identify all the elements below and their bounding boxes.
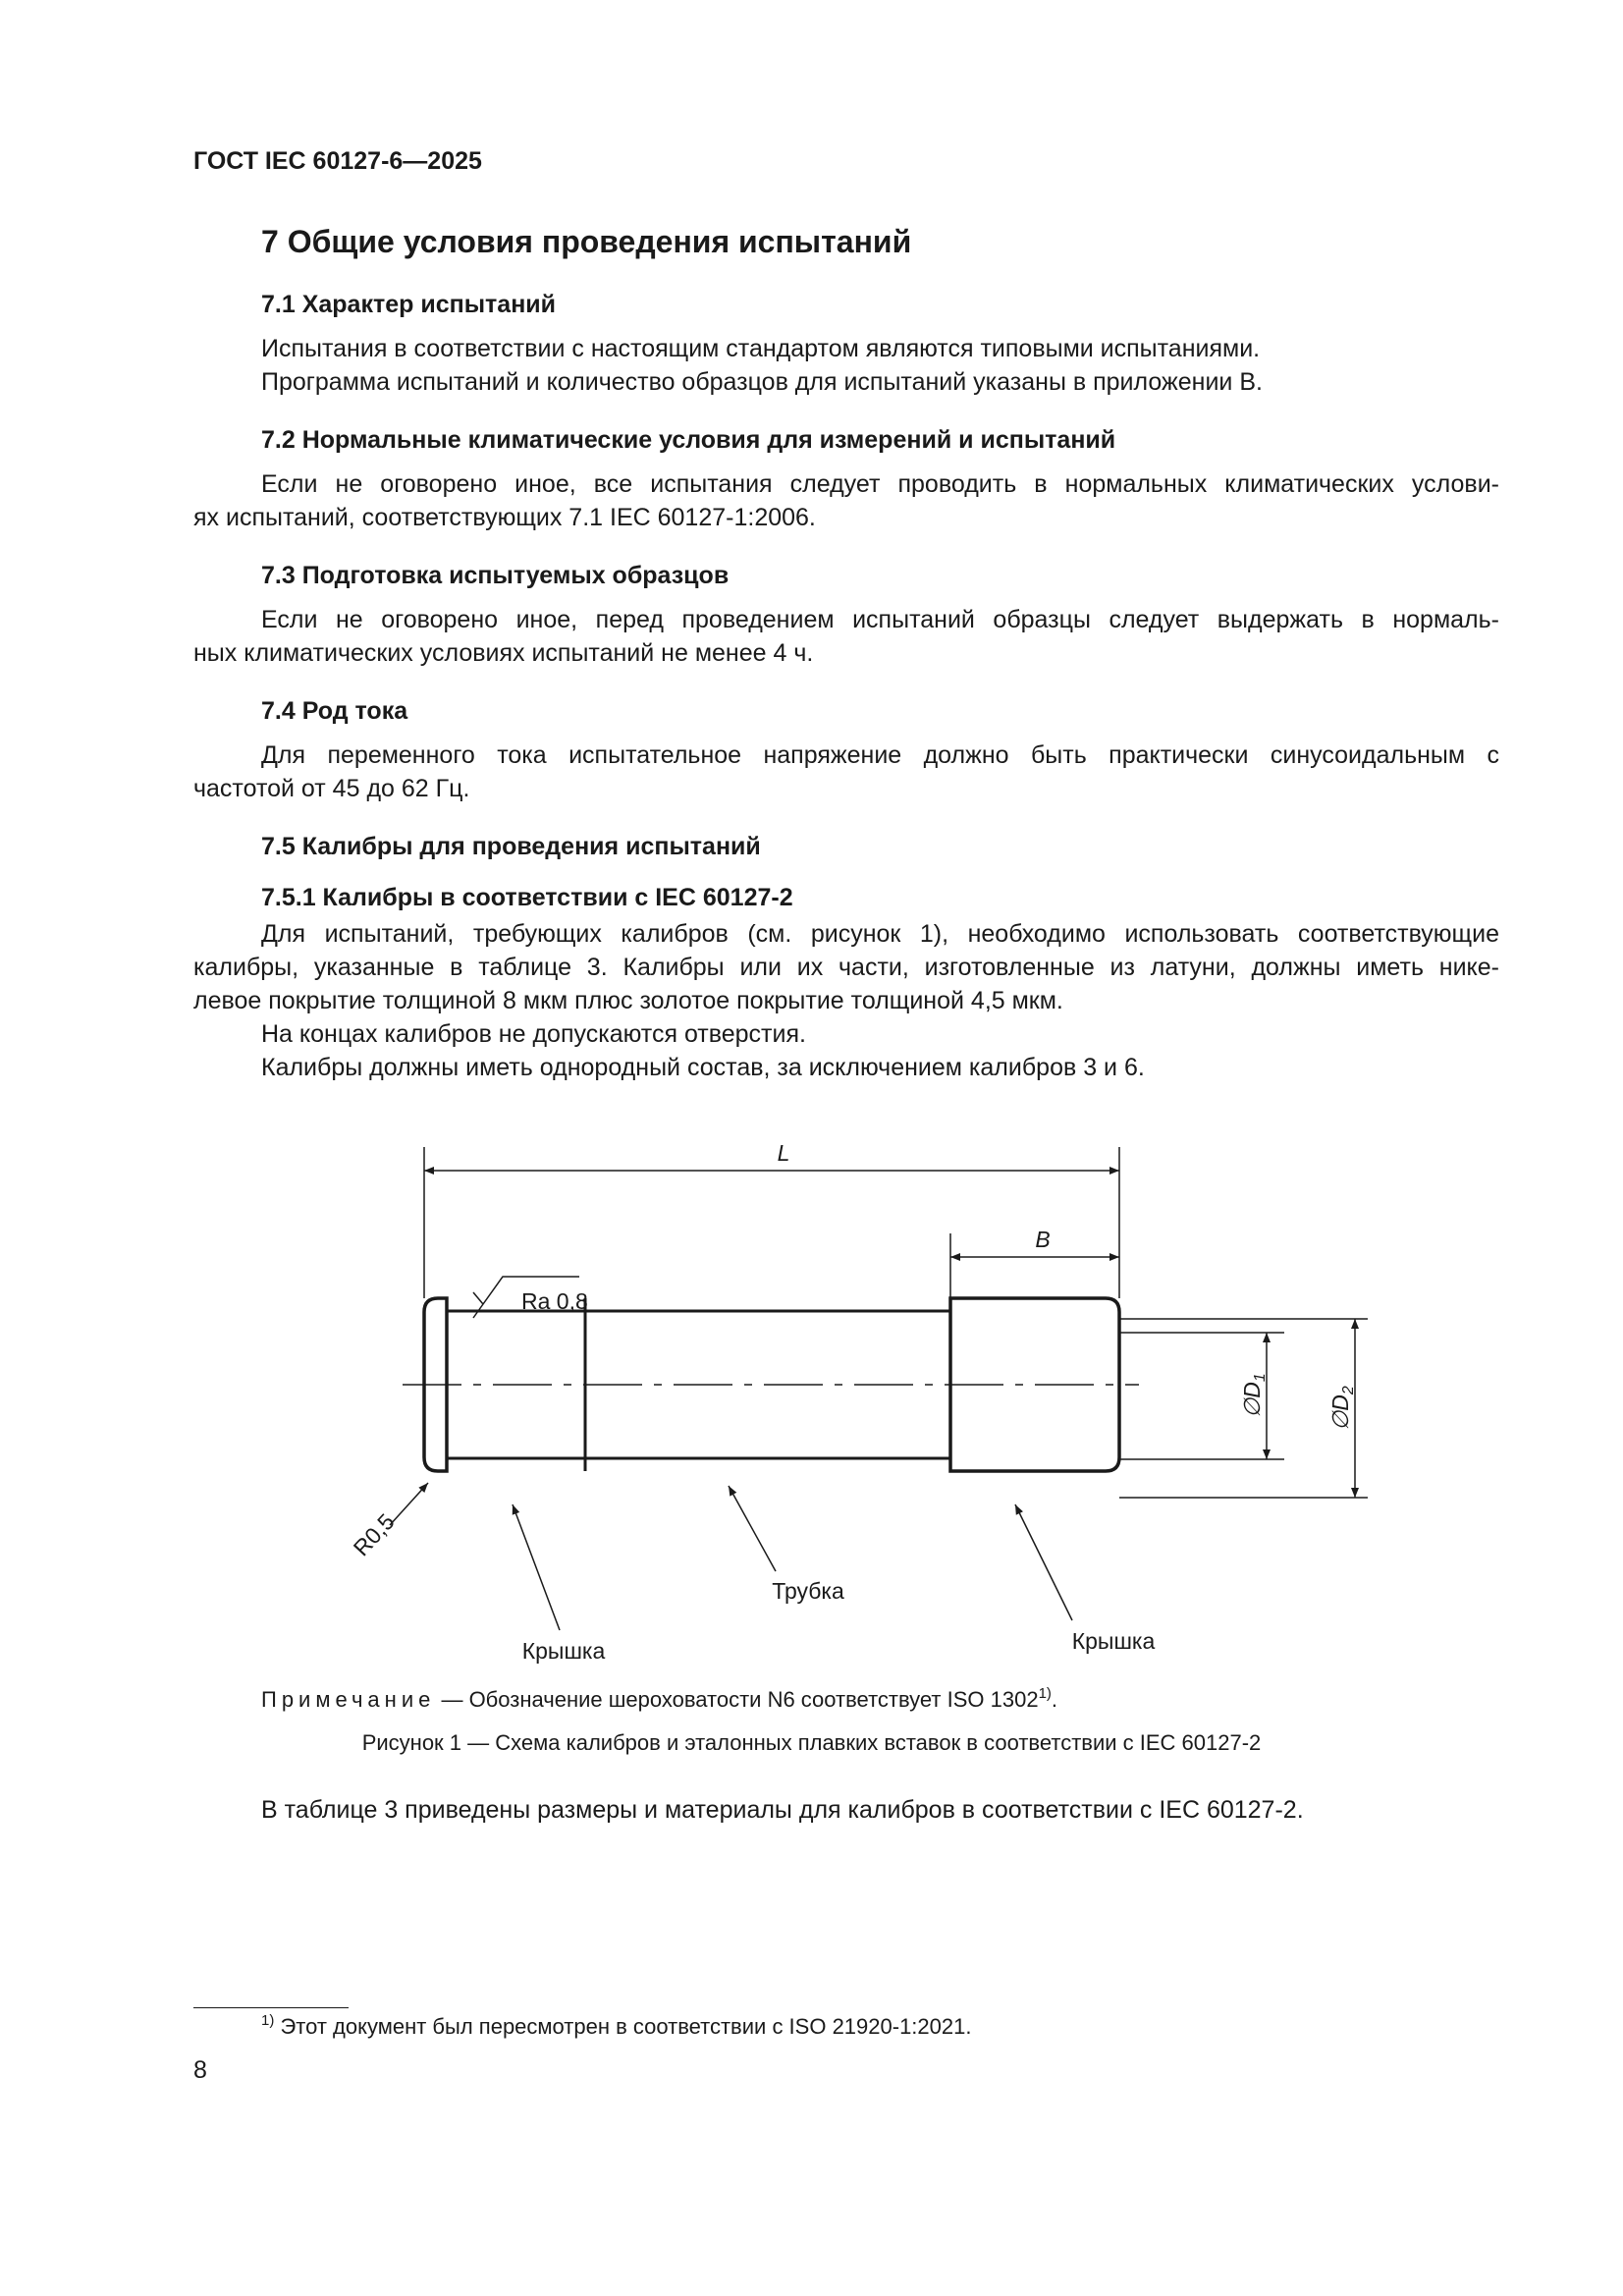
subsection-7-2-title: 7.2 Нормальные климатические условия для измерений и испытаний: [261, 426, 1116, 454]
subsection-7-1-title: 7.1 Характер испытаний: [261, 291, 557, 318]
paragraph-after-figure: В таблице 3 приведены размеры и материалы для калибров в соответствии с IEC 60127-2.: [261, 1796, 1304, 1824]
figure-note: Примечание — Обозначение шероховатости N6 соответствует ISO 1302$^{1)}$.: [261, 1685, 1058, 1712]
leader-right-cap: [1015, 1504, 1072, 1620]
subsection-7-1-text: Испытания в соответствии с настоящим стандартом являются типовыми испытаниями. Программа испытаний и количество образцов для испытаний указаны в приложении В.: [261, 335, 1263, 396]
d1-label: $\emptyset D_1$: [1239, 1373, 1269, 1418]
subsection-7-2-text: Если не оговорено иное, все испытания следует проводить в нормальных климатических услови- ях испытаний, соответствующих 7.1 IEC 60127-1:2006.: [193, 470, 1499, 531]
footnote: $^{1)}$ Этот документ был пересмотрен в соответствии с ISO 21920-1:2021.: [261, 2012, 972, 2039]
figure-caption: Рисунок 1 — Схема калибров и эталонных плавких вставок в соответствии с IEC 60127-2: [361, 1730, 1262, 1755]
radius-label: R0,5: [348, 1508, 400, 1561]
subsection-7-5-title: 7.5 Калибры для проведения испытаний: [261, 833, 761, 860]
roughness-label: Ra 0,8: [521, 1288, 588, 1314]
document-header: ГОСТ IEC 60127-6—2025: [193, 147, 482, 175]
dim-L-label: L: [777, 1140, 790, 1166]
subsection-7-4-text: Для переменного тока испытательное напряжение должно быть практически синусоидальным с частотой от 45 до 62 Гц.: [193, 741, 1499, 802]
subsection-7-3-text: Если не оговорено иное, перед проведением испытаний образцы следует выдержать в нормаль- ных климатических условиях испытаний не менее 4 ч.: [193, 606, 1499, 667]
tube-label: Трубка: [772, 1578, 844, 1604]
right-cap-label: Крышка: [1071, 1628, 1156, 1654]
footnote-divider: [193, 2007, 349, 2008]
subsection-7-4-title: 7.4 Род тока: [261, 697, 408, 725]
subsection-7-3-title: 7.3 Подготовка испытуемых образцов: [261, 562, 730, 589]
subsection-7-5-1-text: Для испытаний, требующих калибров (см. рисунок 1), необходимо использовать соответствующие калибры, указанные в таблице 3. Калибры или их части, изготовленные из латуни, должны иметь нике- левое покрытие толщиной 8 мкм плюс золотое покрытие толщиной 4,5 мкм. На концах калибров не допускаются отверстия. Калибры должны иметь однородный состав, за исключением калибров 3 и 6.: [193, 920, 1499, 1081]
page-number: 8: [193, 2056, 207, 2084]
section-title: 7 Общие условия проведения испытаний: [261, 224, 912, 259]
left-cap-label: Крышка: [521, 1638, 606, 1664]
d2-label: $\emptyset D_2$: [1327, 1386, 1357, 1431]
leader-tube: [729, 1486, 776, 1571]
dim-B-label: B: [1035, 1227, 1051, 1252]
subsection-7-5-1-title: 7.5.1 Калибры в соответствии с IEC 60127-2: [261, 884, 793, 911]
leader-left-cap: [513, 1504, 560, 1630]
radius-leader: [390, 1483, 428, 1525]
